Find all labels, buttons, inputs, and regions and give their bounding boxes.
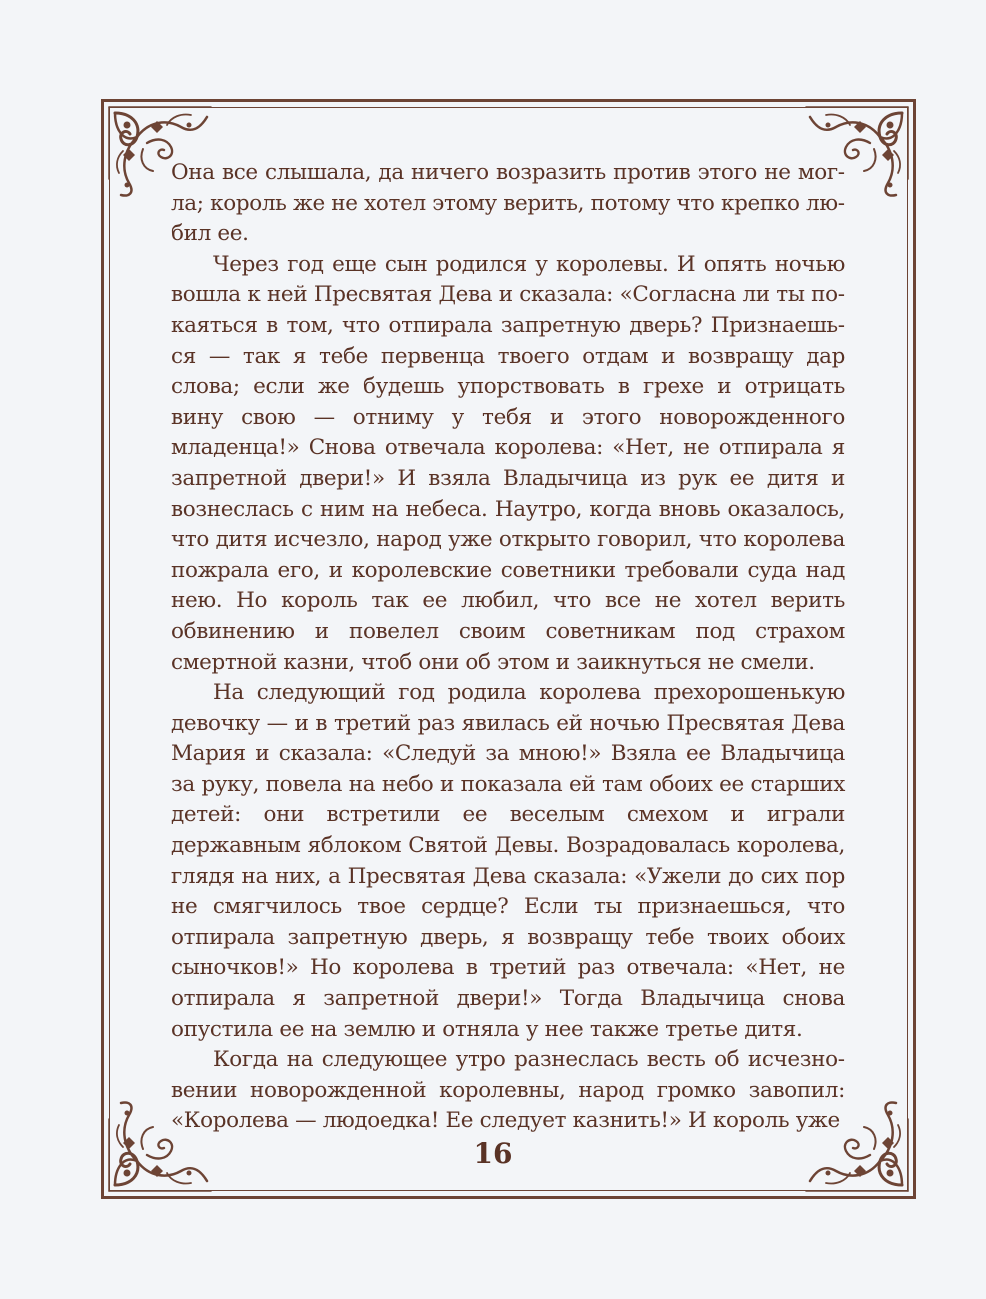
page-number: 16 (473, 1137, 513, 1170)
body-text (171, 158, 845, 1137)
paragraph-2: Через год еще сын родился у королевы. И опять ночью вошла к ней Пресвятая Дева и сказала: «Согласна ли ты покаяться в том, что отпирала запретную дверь? Признаешься — так я тебе первенца твоего отдам и возвращу дар слова; если же будешь упорствовать в грехе и отрицать вину свою — отниму у тебя и этого новорожденного младенца!» Снова отвечала королева: «Нет, не отпирала я запретной двери!» И взяла Владычица из рук ее дитя и вознеслась с ним на небеса. Наутро, когда вновь оказалось, что дитя исчезло, народ уже открыто говорил, что королева пожрала его, и королевские советники требовали суда над нею. Но король так ее любил, что все не хотел верить обвинению и повелел своим советникам под страхом смертной казни, чтоб они об этом и заикнуться не смели. (171, 251, 845, 675)
paragraph-3: На следующий год родила королева прехорошенькую девочку — и в третий раз явилась ей ночью Пресвятая Дева Мария и сказала: «Следуй за мною!» Взяла ее Владычица за руку, повела на небо и показала ей там обоих ее старших детей: они встретили ее веселым смехом и играли державным яблоком Святой Девы. Возрадовалась королева, глядя на них, а Пресвятая Дева сказала: «Ужели до сих пор не смягчилось твое сердце? Если ты признаешься, что отпирала запретную дверь, я возвращу тебе твоих обоих сыночков!» Но королева в третий раз отвечала: «Нет, не отпирала я запретной двери!» Тогда Владычица снова опустила ее на землю и отняла у нее также третье дитя. (171, 680, 845, 1042)
paragraph-1: Она все слышала, да ничего возразить против этого не могла; король же не хотел этому верить, потому что крепко любил ее. (171, 160, 845, 247)
paragraph-4: Когда на следующее утро разнеслась весть об исчезновении новорожденной королевны, народ громко завопил: «Королева — людоедка! Ее следует казнить!» И король уже (171, 1047, 845, 1134)
